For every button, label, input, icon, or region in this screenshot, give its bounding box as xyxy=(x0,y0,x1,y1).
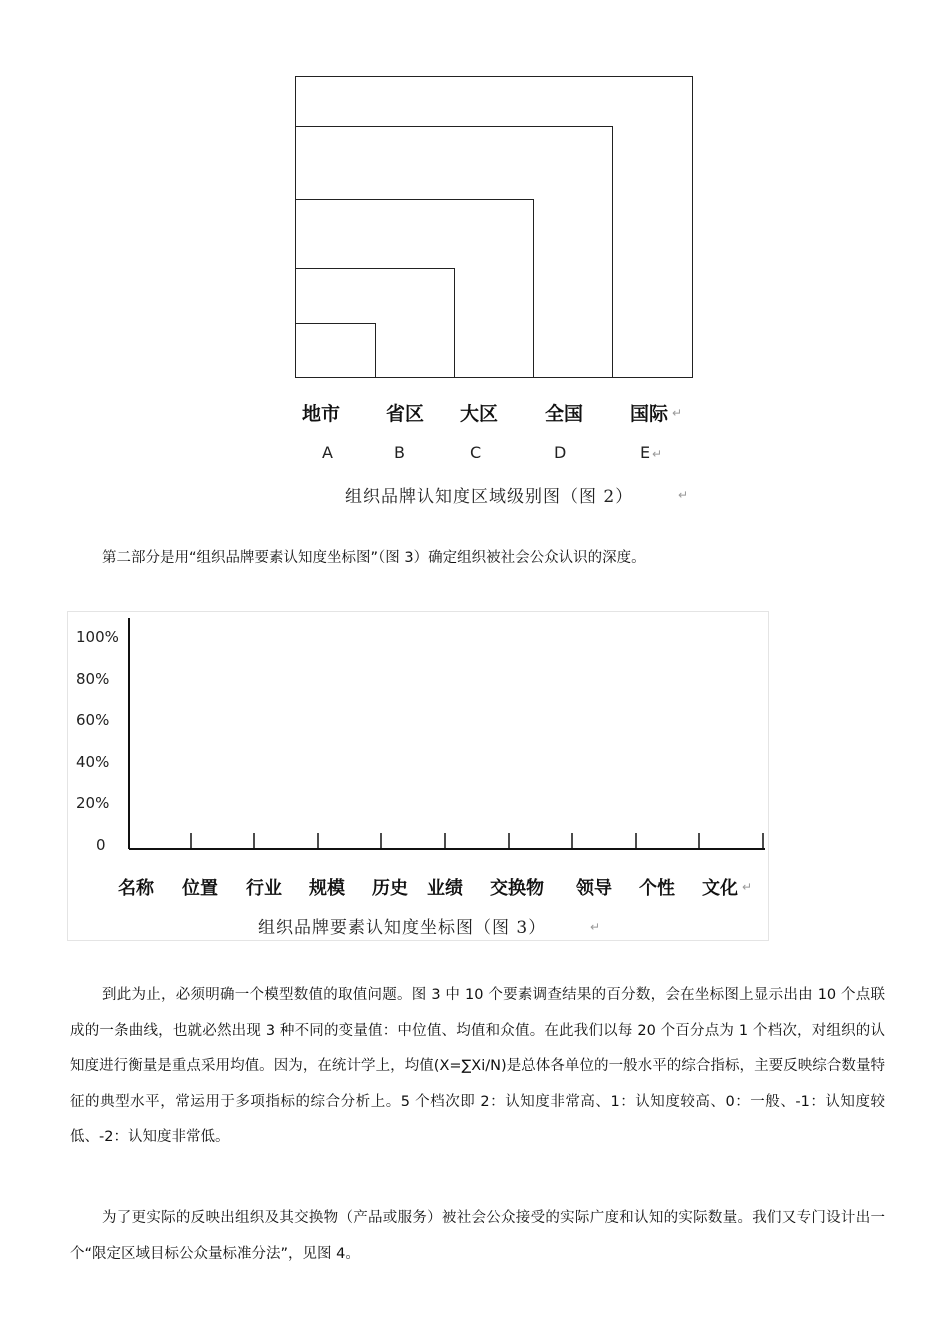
x-category-label: 交换物 xyxy=(490,878,544,899)
x-category-label: 行业 xyxy=(246,878,282,899)
paragraph-3-text: 为了更实际的反映出组织及其交换物（产品或服务）被社会公众接受的实际广度和认知的实际数量。我们又专门设计出一个“限定区域目标公众量标准分法”，见图 4。 xyxy=(70,1210,885,1262)
x-category-label: 业绩 xyxy=(427,878,463,899)
paragraph-1 xyxy=(70,541,885,577)
region-baseline xyxy=(295,377,693,378)
return-mark: ↵ xyxy=(590,920,601,934)
region-box-a xyxy=(295,323,376,378)
x-category-label: 文化 xyxy=(702,878,738,899)
y-tick-label: 100% xyxy=(76,628,119,646)
x-category-label: 规模 xyxy=(309,878,345,899)
x-category-label: 历史 xyxy=(372,878,408,899)
y-tick-label: 60% xyxy=(76,711,110,729)
paragraph-3 xyxy=(70,1201,885,1272)
return-mark: ↵ xyxy=(652,447,663,461)
region-letter: C xyxy=(470,443,482,462)
return-mark: ↵ xyxy=(672,406,683,420)
return-mark: ↵ xyxy=(742,880,753,894)
paragraph-2-text: 到此为止，必须明确一个模型数值的取值问题。图 3 中 10 个要素调查结果的百分数，会在坐标图上显示出由 10 个点联成的一条曲线，也就必然出现 3 种不同的变量值：中位值、均值和众值。在此我们以每 20 个百分点为 1 个档次，对组织的认知度进行衡量是重点采用均值。因为，在统计学上，均值(X=∑Xi/N)是总体各单位的一般水平的综合指标，主要反映综合数量特征的典型水平，常运用于多项指标的综合分析上。5 个档次即 2：认知度非常高、1：认知度较高、0：一般、-1：认知度较低、-2：认知度非常低。 xyxy=(70,987,885,1145)
region-letter: E xyxy=(640,443,651,462)
paragraph-2 xyxy=(70,978,885,1156)
y-tick-label: 80% xyxy=(76,670,110,688)
x-category-label: 个性 xyxy=(639,878,675,899)
figure2-caption: 组织品牌认知度区域级别图（图 2） xyxy=(345,487,634,507)
region-label: 全国 xyxy=(545,403,584,425)
region-letter: A xyxy=(322,443,333,462)
y-tick-label: 40% xyxy=(76,753,110,771)
x-category-label: 位置 xyxy=(182,878,218,899)
figure3-caption: 组织品牌要素认知度坐标图（图 3） xyxy=(258,918,547,938)
paragraph-1-text: 第二部分是用“组织品牌要素认知度坐标图”（图 3）确定组织被社会公众认识的深度。 xyxy=(102,550,646,566)
return-mark: ↵ xyxy=(678,488,689,502)
region-label: 国际 xyxy=(630,403,669,425)
x-category-label: 领导 xyxy=(576,878,612,899)
y-tick-label: 20% xyxy=(76,794,110,812)
region-letter: D xyxy=(554,443,567,462)
region-label: 省区 xyxy=(386,403,425,425)
x-category-label: 名称 xyxy=(118,878,154,899)
region-letter: B xyxy=(394,443,405,462)
y-tick-label: 0 xyxy=(96,836,106,854)
element-cognition-chart xyxy=(67,611,769,941)
region-level-figure xyxy=(290,72,698,512)
region-label: 大区 xyxy=(460,403,499,425)
region-label: 地市 xyxy=(302,403,341,425)
